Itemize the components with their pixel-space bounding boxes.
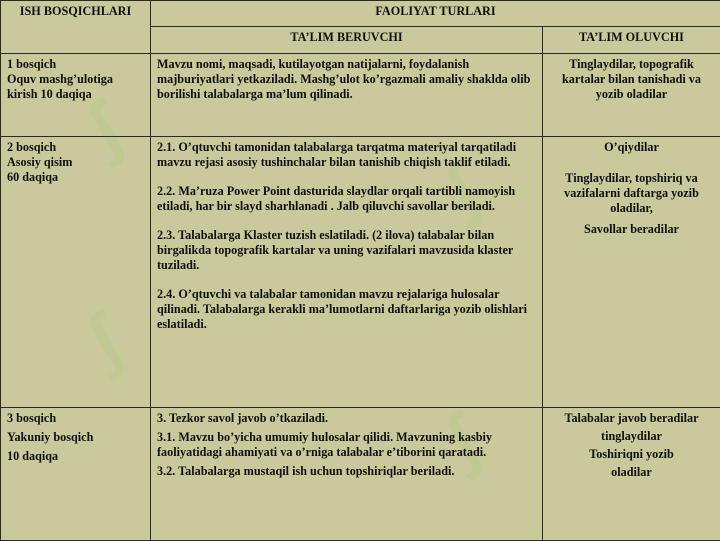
- stage-cell: [1, 408, 151, 541]
- table-row: [1, 137, 720, 408]
- stage-text: Oquv mashg’ulotiga kirish 10 daqiqa: [7, 72, 144, 102]
- teacher-cell: [151, 54, 543, 137]
- student-text: Talabalar javob beradilar: [549, 411, 714, 426]
- teacher-text: 3.1. Mavzu bo’yicha umumiy hulosalar qilidi. Mavzuning kasbiy faoliyatidagi ahamiyati va o’rniga talabalar e’tiborini qaratadi.: [157, 430, 536, 460]
- student-text: tinglaydilar: [549, 429, 714, 444]
- header-row: [1, 1, 720, 27]
- teacher-text: 3.2. Talabalarga mustaqil ish uchun topshiriqlar beriladi.: [157, 464, 536, 479]
- teacher-cell: [151, 137, 543, 408]
- stage-cell: [1, 137, 151, 408]
- stage-text: 1 bosqich: [7, 57, 144, 72]
- student-cell: [543, 54, 720, 137]
- stage-text: 2 bosqich: [7, 140, 144, 155]
- table-row: [1, 408, 720, 541]
- student-text: Toshiriqni yozib: [549, 447, 714, 462]
- watermark-mark: ʃ: [73, 299, 135, 382]
- header-activities: FAOLIYAT TURLARI: [151, 1, 720, 27]
- student-text: Tinglaydilar, topshiriq va vazifalarni daftarga yozib oladilar,: [549, 171, 714, 216]
- teacher-text: 2.4. O’qtuvchi va talabalar tamonidan mavzu rejalariga hulosalar qilinadi. Talabalarga kerakli ma’lumotlarni daftarlariga yozib olishlari eslatiladi.: [157, 287, 536, 332]
- header-stages: ISH BOSQICHLARI: [1, 1, 151, 54]
- stage-text: 60 daqiqa: [7, 170, 144, 185]
- table-row: [1, 54, 720, 137]
- teacher-text: 2.3. Talabalarga Klaster tuzish eslatiladi. (2 ilova) talabalar bilan birgalikda topografik kartalar va uning vazifalari mavzusida klaster tuziladi.: [157, 228, 536, 273]
- stage-text: 10 daqiqa: [7, 449, 144, 464]
- stage-cell: [1, 54, 151, 137]
- student-cell: [543, 408, 720, 541]
- student-text: oladilar: [549, 465, 714, 480]
- stage-text: Asosiy qisim: [7, 155, 144, 170]
- watermark-mark: ʃ: [431, 399, 493, 482]
- teacher-text: 2.2. Ma’ruza Power Point dasturida slaydlar orqali tartibli namoyish etiladi, har bir slayd sharhlanadi . Jalb qiluvchi savollar beriladi.: [157, 184, 536, 214]
- teacher-cell: [151, 408, 543, 541]
- watermark-mark: ʃ: [431, 149, 493, 232]
- teacher-text: Mavzu nomi, maqsadi, kutilayotgan natijalarni, foydalanish majburiyatlari yetkaziladi. Mashg’ulot ko’rgazmali amaliy shaklda olib borilishi talabalarga ma’lum qilinadi.: [157, 57, 536, 102]
- student-text: Savollar beradilar: [549, 222, 714, 237]
- header-student: TA’LIM OLUVCHI: [543, 27, 720, 54]
- watermark-mark: ʃ: [73, 87, 135, 170]
- header-teacher: TA’LIM BERUVCHI: [151, 27, 543, 54]
- student-text: O’qiydilar: [549, 140, 714, 155]
- stage-text: Yakuniy bosqich: [7, 430, 144, 445]
- teacher-text: 2.1. O’qtuvchi tamonidan talabalarga tarqatma materiyal tarqatiladi mavzu rejasi asosiy tushinchalar bilan tanishib chiqish taklif etiladi.: [157, 140, 536, 170]
- student-cell: [543, 137, 720, 408]
- student-text: Tinglaydilar, topografik kartalar bilan tanishadi va yozib oladilar: [549, 57, 714, 102]
- teacher-text: 3. Tezkor savol javob o’tkaziladi.: [157, 411, 536, 426]
- stage-text: 3 bosqich: [7, 411, 144, 426]
